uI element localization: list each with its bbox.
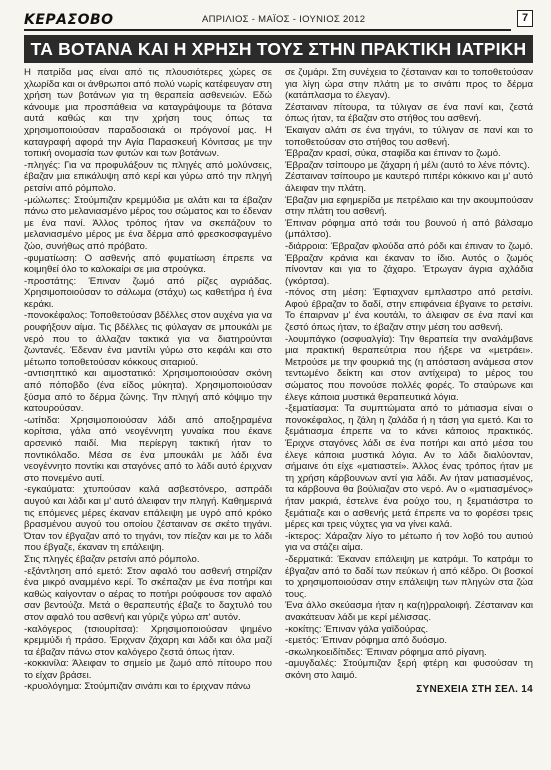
paragraph: σε ζυμάρι. Στη συνέχεια το ζέσταιναν και το τοποθετούσαν για λίγη ώρα στην πλάτη με το σινάπι προς το δέρμα (κατάπλασμα το έλεγαν). bbox=[285, 67, 533, 102]
paragraph: -φυματίωση: Ο ασθενής από φυματίωση έπρεπε να κοιμηθεί όλο το καλοκαίρι σε μια στρούγκα. bbox=[24, 252, 272, 276]
article-body bbox=[24, 67, 533, 695]
header-divider bbox=[24, 29, 511, 31]
paragraph: -πόνος στη μέση: Έφτιαχναν εμπλαστρο από ρετσίνι. Αφού έβραζαν το δαδί, στην επιφάνεια έβγαινε το ρετσίνι. Το έπαιρναν μ' ένα κουτάλι, το άλειφαν σε ένα πανί και ζεστό όπως ήταν, το έβαζαν στην μέση του ασθενή. bbox=[285, 287, 533, 334]
paragraph: -λουμπάγκο (οσφυαλγία): Την θεραπεία την αναλάμβανε μια πρακτική θεραπεύτρια που ήξερε να «μετράει». Μετρούσε με την φουρκιά της (η απόσταση ανάμεσα στον τεντωμένο δείκτη και στον αντίχειρα) το μέρος του σώματος που πονούσε πολλές φορές. Το σταύρωνε και έλεγε κάποια μυστικά θεραπευτικά λόγια. bbox=[285, 333, 533, 403]
right-column bbox=[285, 67, 533, 695]
left-column bbox=[24, 67, 272, 695]
continue-note: ΣΥΝΕΧΕΙΑ ΣΤΗ ΣΕΛ. 14 bbox=[416, 684, 533, 696]
paragraph: Έβραζαν κρασί, σύκα, σταφίδα και έπιναν το ζωμό. bbox=[285, 148, 501, 160]
paragraph: -προστάτης: Έπιναν ζωμό από ρίζες αγριάδας. Χρησιμοποιούσαν το σάλωμα (στάχυ) ως καθετήρα ή ένα κεράκι. bbox=[24, 275, 272, 310]
paragraph: -κρυολόγημα: Στούμπιζαν σινάπι και το έριχναν πάνω bbox=[24, 681, 251, 693]
paragraph: Ένα άλλο σκεύασμα ήταν η κα(η)ρραλοιφή. Ζέσταιναν και ανακάτευαν λάδι με κερί μέλισσας. bbox=[285, 600, 533, 623]
paragraph: -πονοκέφαλος: Τοποθετούσαν βδέλλες στον αυχένα για να ρουφήξουν αίμα. Τις βδέλλες τις φύλαγαν σε μπουκάλι με νερό που το άλλαζαν τακτικά για να διατηρούνται ζωντανές. Έδεναν ένα μαντίλι γύρω στο κεφάλι και στο μέτωπο τοποθετούσαν κόκκους σιταριού. bbox=[24, 310, 272, 368]
page-header bbox=[24, 0, 533, 32]
paragraph: -δερματικά: Έκαναν επάλειψη με κατράμι. Το κατράμι το έβγαζαν από το δαδί των πεύκων ή από κέδρο. Οι βοσκοί το χρησιμοποιούσαν στην επάλειψη των πληγών στα ζώα τους. bbox=[285, 553, 533, 600]
paragraph: -κοκκινίλα: Άλειφαν το σημείο με ζωμό από πίτουρο που το είχαν βράσει. bbox=[24, 658, 272, 681]
article-title: ΤΑ ΒΟΤΑΝΑ ΚΑΙ Η ΧΡΗΣΗ ΤΟΥΣ ΣΤΗΝ ΠΡΑΚΤΙΚΗ ΙΑΤΡΙΚΗ bbox=[24, 35, 533, 63]
paragraph: -αμυγδαλές: Στούμπιζαν ξερή φτέρη και φυσούσαν τη σκόνη στο λαιμό. bbox=[285, 658, 533, 681]
paragraph: Έβαζαν μια εφημερίδα με πετρέλαιο και την ακουμπούσαν στην πλάτη του ασθενή. bbox=[285, 194, 533, 218]
magazine-logo: ΚΕΡΑΣΟΒΟ bbox=[24, 12, 114, 28]
paragraph: -ωτίτιδα: Χρησιμοποιούσαν λάδι από αποξηραμένα κορίτσια, γάλα από νεογέννητη γυναίκα που έκανε αρσενικό παιδί. Μια περίεργη τακτική ήταν το ποντικόλαδο. Μέσα σε ένα μπουκάλι με λάδι ένα νεογέννητο ποντίκι και σταγόνες από το λάδι αυτό έριχναν στο πονεμένο αυτί. bbox=[24, 414, 272, 484]
paragraph: -σκωληκοειδίτιδες: Έπιναν ρόφημα από ρίγανη. bbox=[285, 646, 487, 658]
paragraph: -πληγές: Για να προφυλάξουν τις πληγές από μολύνσεις, έβαζαν μια επικάλυψη από κερί και γύρω από την πληγή ρετσίνι από ρόμπολο. bbox=[24, 159, 272, 194]
paragraph: -αντισηπτικό και αιμοστατικό: Χρησιμοποιούσαν σκόνη από πόποβδο (ένα είδος μύκητα). Χρησιμοποιούσαν ξύσμα από το δέρμα ζώνης. Την πληγή από κόψιμο την κατουρούσαν. bbox=[24, 368, 272, 415]
paragraph: Έβραζαν τσίπουρο με ζάχαρη ή μέλι (αυτό το λένε πόντς). bbox=[285, 159, 530, 171]
paragraph: -καλόγερος (τσιουρίτσα): Χρησιμοποιούσαν ψημένο κρεμμύδι ή πράσο. Έριχναν ζάχαρη και λάδι και όλα μαζί τα έβαζαν πάνω στον καλόγερο ζεστά όπως ήταν. bbox=[24, 623, 272, 658]
paragraph: -εγκαύματα: χτυπούσαν καλά ασβεστόνερο, ασπράδι αυγού και λάδι και μ' αυτό άλειφαν την πληγή. Καθημερινά τις επόμενες μέρες έκαναν επάλειψη με υγρό από κρόκο βρασμένου αυγού του οποίου ζέσταιναν σε σκέτο τηγάνι. Όταν τον έβγαζαν από το τηγάνι, τον πίεζαν και με το λάδι που έβγαζε, έκαναν τη επάλειψη. bbox=[24, 484, 272, 554]
paragraph: Έκαιγαν αλάτι σε ένα τηγάνι, το τύλιγαν σε πανί και το τοποθετούσαν στο στήθος του ασθενή. bbox=[285, 124, 533, 148]
paragraph: Ζέσταιναν τσίπουρο με καυτερό πιπέρι κόκκινο και μ' αυτό άλειφαν την πλάτη. bbox=[285, 171, 533, 194]
paragraph: Έπιναν ρόφημα από τσάι του βουνού ή από βάλσαμο (μπάλτσο). bbox=[285, 217, 533, 241]
paragraph: -εμετός: Έπιναν ρόφημα από δυόσμο. bbox=[285, 635, 448, 647]
paragraph: -μώλωπες: Στούμπιζαν κρεμμύδια με αλάτι και τα έβαζαν πάνω στο μελανιασμένο μέρος του σώματος και το έδεναν με ένα πανί. Άλλος τρόπος ήταν να σκεπάζουν το μελανιασμένο μέρος με ένα δέρμα από φρεσκοσφαγμένο ζώο, συνήθως από πρόβατο. bbox=[24, 194, 272, 252]
paragraph: Ζέσταιναν πίτουρα, τα τύλιγαν σε ένα πανί και, ζεστά όπως ήταν, τα έβαζαν στο στήθος του ασθενή. bbox=[285, 101, 533, 125]
issue-date: ΑΠΡΙΛΙΟΣ - ΜΑΪΟΣ - ΙΟΥΝΙΟΣ 2012 bbox=[202, 14, 366, 25]
paragraph: -ξεματίασμα: Τα συμπτώματα από το μάτιασμα είναι ο πονοκέφαλος, η ζάλη η ζαλάδα ή η τάση για εμετό. Και το ξεμάτιασμα έπρεπε να το κάνει κάποιος πρακτικός. Έριχνε σταγόνες λάδι σε ένα ποτήρι και από μέσα του έλεγε κάποια μυστικά λόγια. Αν το λάδι διαλύονταν, σήμαινε ότι είχε «ματιαστεί». Άλλος ένας τρόπος ήταν με τη χρήση κάρβουνων αντί για λάδι. Αν ήταν ματιασμένος, τα κάρβουνα θα βούλιαζαν στο νερό. Αν ο «ματιασμένος» ήταν μακριά, έστελνε ένα ρούχο του, η ξεματιάστρα το ξεμάτιαζε και ο ασθενής μετά έπρεπε να το φορέσει τρεις μέρες και τρεις νύχτες για να γίνει καλά. bbox=[285, 403, 533, 531]
paragraph: -διάρροια: Έβραζαν φλούδα από ρόδι και έπιναν το ζωμό. Έβραζαν κράνια και έκαναν το ίδιο. Αυτός ο ζωμός πίνονταν και για το ζάχαρο. Έτρωγαν άγρια αχλάδια (γκόρτσα). bbox=[285, 240, 533, 287]
right-column-text bbox=[285, 67, 533, 681]
paragraph: Η πατρίδα μας είναι από τις πλουσιότερες χώρες σε χλωρίδα και οι άνθρωποι από πολύ νωρίς κατέφευγαν στη χρήση των βοτάνων για τη θεραπεία ασθενειών. Εδώ κάνουμε μια προσπάθεια να καταγράψουμε τα βότανα αυτά καθώς και την χρήση τους όπως τα χρησιμοποιούσαν παραδοσιακά οι πρόγονοί μας. Η καταγραφή αφορά την Αγία Παρασκευή Κόνιτσας με την τοπική ονομασία των φυτών και των βοτάνων. bbox=[24, 67, 272, 160]
page-number: 7 bbox=[517, 10, 533, 27]
paragraph: -κοκίτης: Έπιναν γάλα γαϊδούρας. bbox=[285, 623, 429, 635]
paragraph: Στις πληγές έβαζαν ρετσίνι από ρόμπολο. bbox=[24, 553, 200, 565]
paragraph: -εξάντληση από εμετό: Στον αφαλό του ασθενή στηρίζαν ένα μικρό αναμμένο κερί. Το σκέπαζαν με ένα ποτήρι και καθώς καίγονταν ο αέρας το ποτήρι ρούφουσε τον αφαλό σαν βεντούζα. Μετά ο θεραπευτής έβαζε το δαχτυλό του στον αφαλό του ασθενή και γύριζε γύρω απ' αυτόν. bbox=[24, 565, 272, 623]
paragraph: -ίκτερος: Χάραζαν λίγο το μέτωπο ή τον λοβό του αυτιού για να στάζει αίμα. bbox=[285, 530, 533, 554]
